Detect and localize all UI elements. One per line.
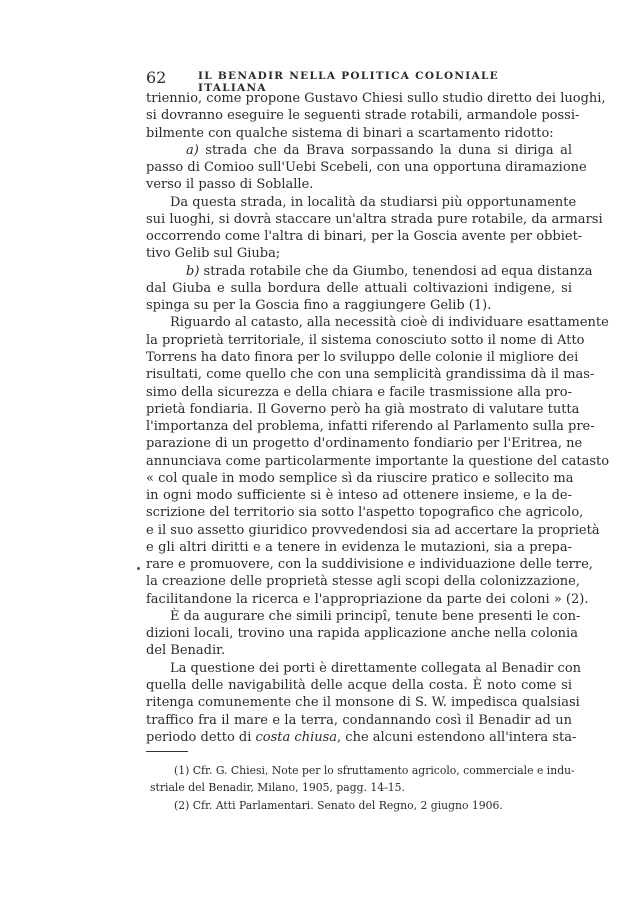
body-line: bilmente con qualche sistema di binari a scartamento ridotto: [146,125,554,141]
emphasis-text: costa chiusa [255,729,338,745]
body-line: tivo Gelib sul Giuba; [146,246,281,262]
body-line: la creazione delle proprietà stesse agli scopi della colonizzazione, [146,574,581,590]
body-line: parazione di un progetto d'ordinamento fondiario per l'Eritrea, ne [146,436,583,452]
body-line: Da questa strada, in località da studiarsi più opportunamente [170,194,577,210]
body-line: La questione dei porti è direttamente collegata al Benadir con [170,660,582,676]
body-line: prietà fondiaria. Il Governo però ha già mostrato di valutare tutta [146,401,580,417]
body-line: traffico fra il mare e la terra, condannando così il Benadir ad un [146,712,572,728]
body-line: dizioni locali, trovino una rapida applicazione anche nella colonia [146,626,578,642]
body-line: È da augurare che simili principî, tenute bene presenti le con- [170,608,581,624]
body-line: facilitandone la ricerca e l'appropriazione da parte dei coloni » (2). [146,591,589,607]
body-line: passo di Comioo sull'Uebi Scebeli, con una opportuna diramazione [146,160,587,176]
page-header [146,68,572,94]
body-line: quella delle navigabilità delle acque della costa. È noto come si [146,677,572,693]
body-line: risultati, come quello che con una semplicità grandissima dà il mas- [146,367,595,383]
body-line: in ogni modo sufficiente si è inteso ad ottenere insieme, e la de- [146,488,572,504]
body-line: e il suo assetto giuridico provvedendosi sia ad accertare la proprietà [146,522,600,538]
body-line: periodo detto di costa chiusa, che alcuni estendono all'intera sta- [146,729,577,745]
footnote-line: (1) Cfr. G. Chiesi, Note per lo sfruttamento agricolo, commerciale e indu- [174,764,575,777]
body-line: ritenga comunemente che il monsone di S. W. impedisca qualsiasi [146,695,580,711]
running-head: IL BENADIR NELLA POLITICA COLONIALE ITALIANA [198,70,499,94]
body-line: sui luoghi, si dovrà staccare un'altra strada pure rotabile, da armarsi [146,211,603,227]
body-line: simo della sicurezza e della chiara e facile trasmissione alla pro- [146,384,572,400]
item-letter: b) [186,263,200,279]
body-line: si dovranno eseguire le seguenti strade rotabili, armandole possi- [146,108,580,124]
body-line: spinga su per la Goscia fino a raggiungere Gelib (1). [146,298,492,314]
body-line: del Benadir. [146,643,226,659]
body-line: annunciava come particolarmente importante la questione del catasto [146,453,610,469]
footnote-line: striale del Benadir, Milano, 1905, pagg. 14-15. [150,781,405,794]
body-line: « col quale in modo semplice sì da riuscire pratico e sollecito ma [146,470,574,486]
body-line: e gli altri diritti e a tenere in evidenza le mutazioni, sia a prepa- [146,539,572,555]
body-line: a) strada che da Brava sorpassando la duna si diriga al [186,142,572,158]
body-line: triennio, come propone Gustavo Chiesi sullo studio diretto dei luoghi, [146,91,606,106]
body-line: dal Giuba e sulla bordura delle attuali coltivazioni indigene, si [146,280,572,296]
body-line: rare e promuovere, con la suddivisione e individuazione delle terre, [146,557,593,573]
body-line: verso il passo di Soblalle. [146,177,314,193]
body-line: Riguardo al catasto, alla necessità cioè di individuare esattamente [170,315,609,331]
body-line: la proprietà territoriale, il sistema conosciuto sotto il nome di Atto [146,332,585,348]
footnote-rule [146,751,188,752]
body-line: l'importanza del problema, infatti riferendo al Parlamento sulla pre- [146,419,595,434]
footnote-line: (2) Cfr. Atti Parlamentari. Senato del Regno, 2 giugno 1906. [174,799,503,812]
margin-mark [137,567,140,570]
page-number: 62 [146,68,167,87]
body-line: Torrens ha dato finora per lo sviluppo delle colonie il migliore dei [146,349,579,365]
item-letter: a) [186,142,199,158]
body-line: occorrendo come l'altra di binari, per la Goscia avente per obbiet- [146,229,583,245]
body-line: b) strada rotabile che da Giumbo, tenendosi ad equa distanza [186,263,593,279]
body-line: scrizione del territorio sia sotto l'aspetto topografico che agricolo, [146,505,584,521]
